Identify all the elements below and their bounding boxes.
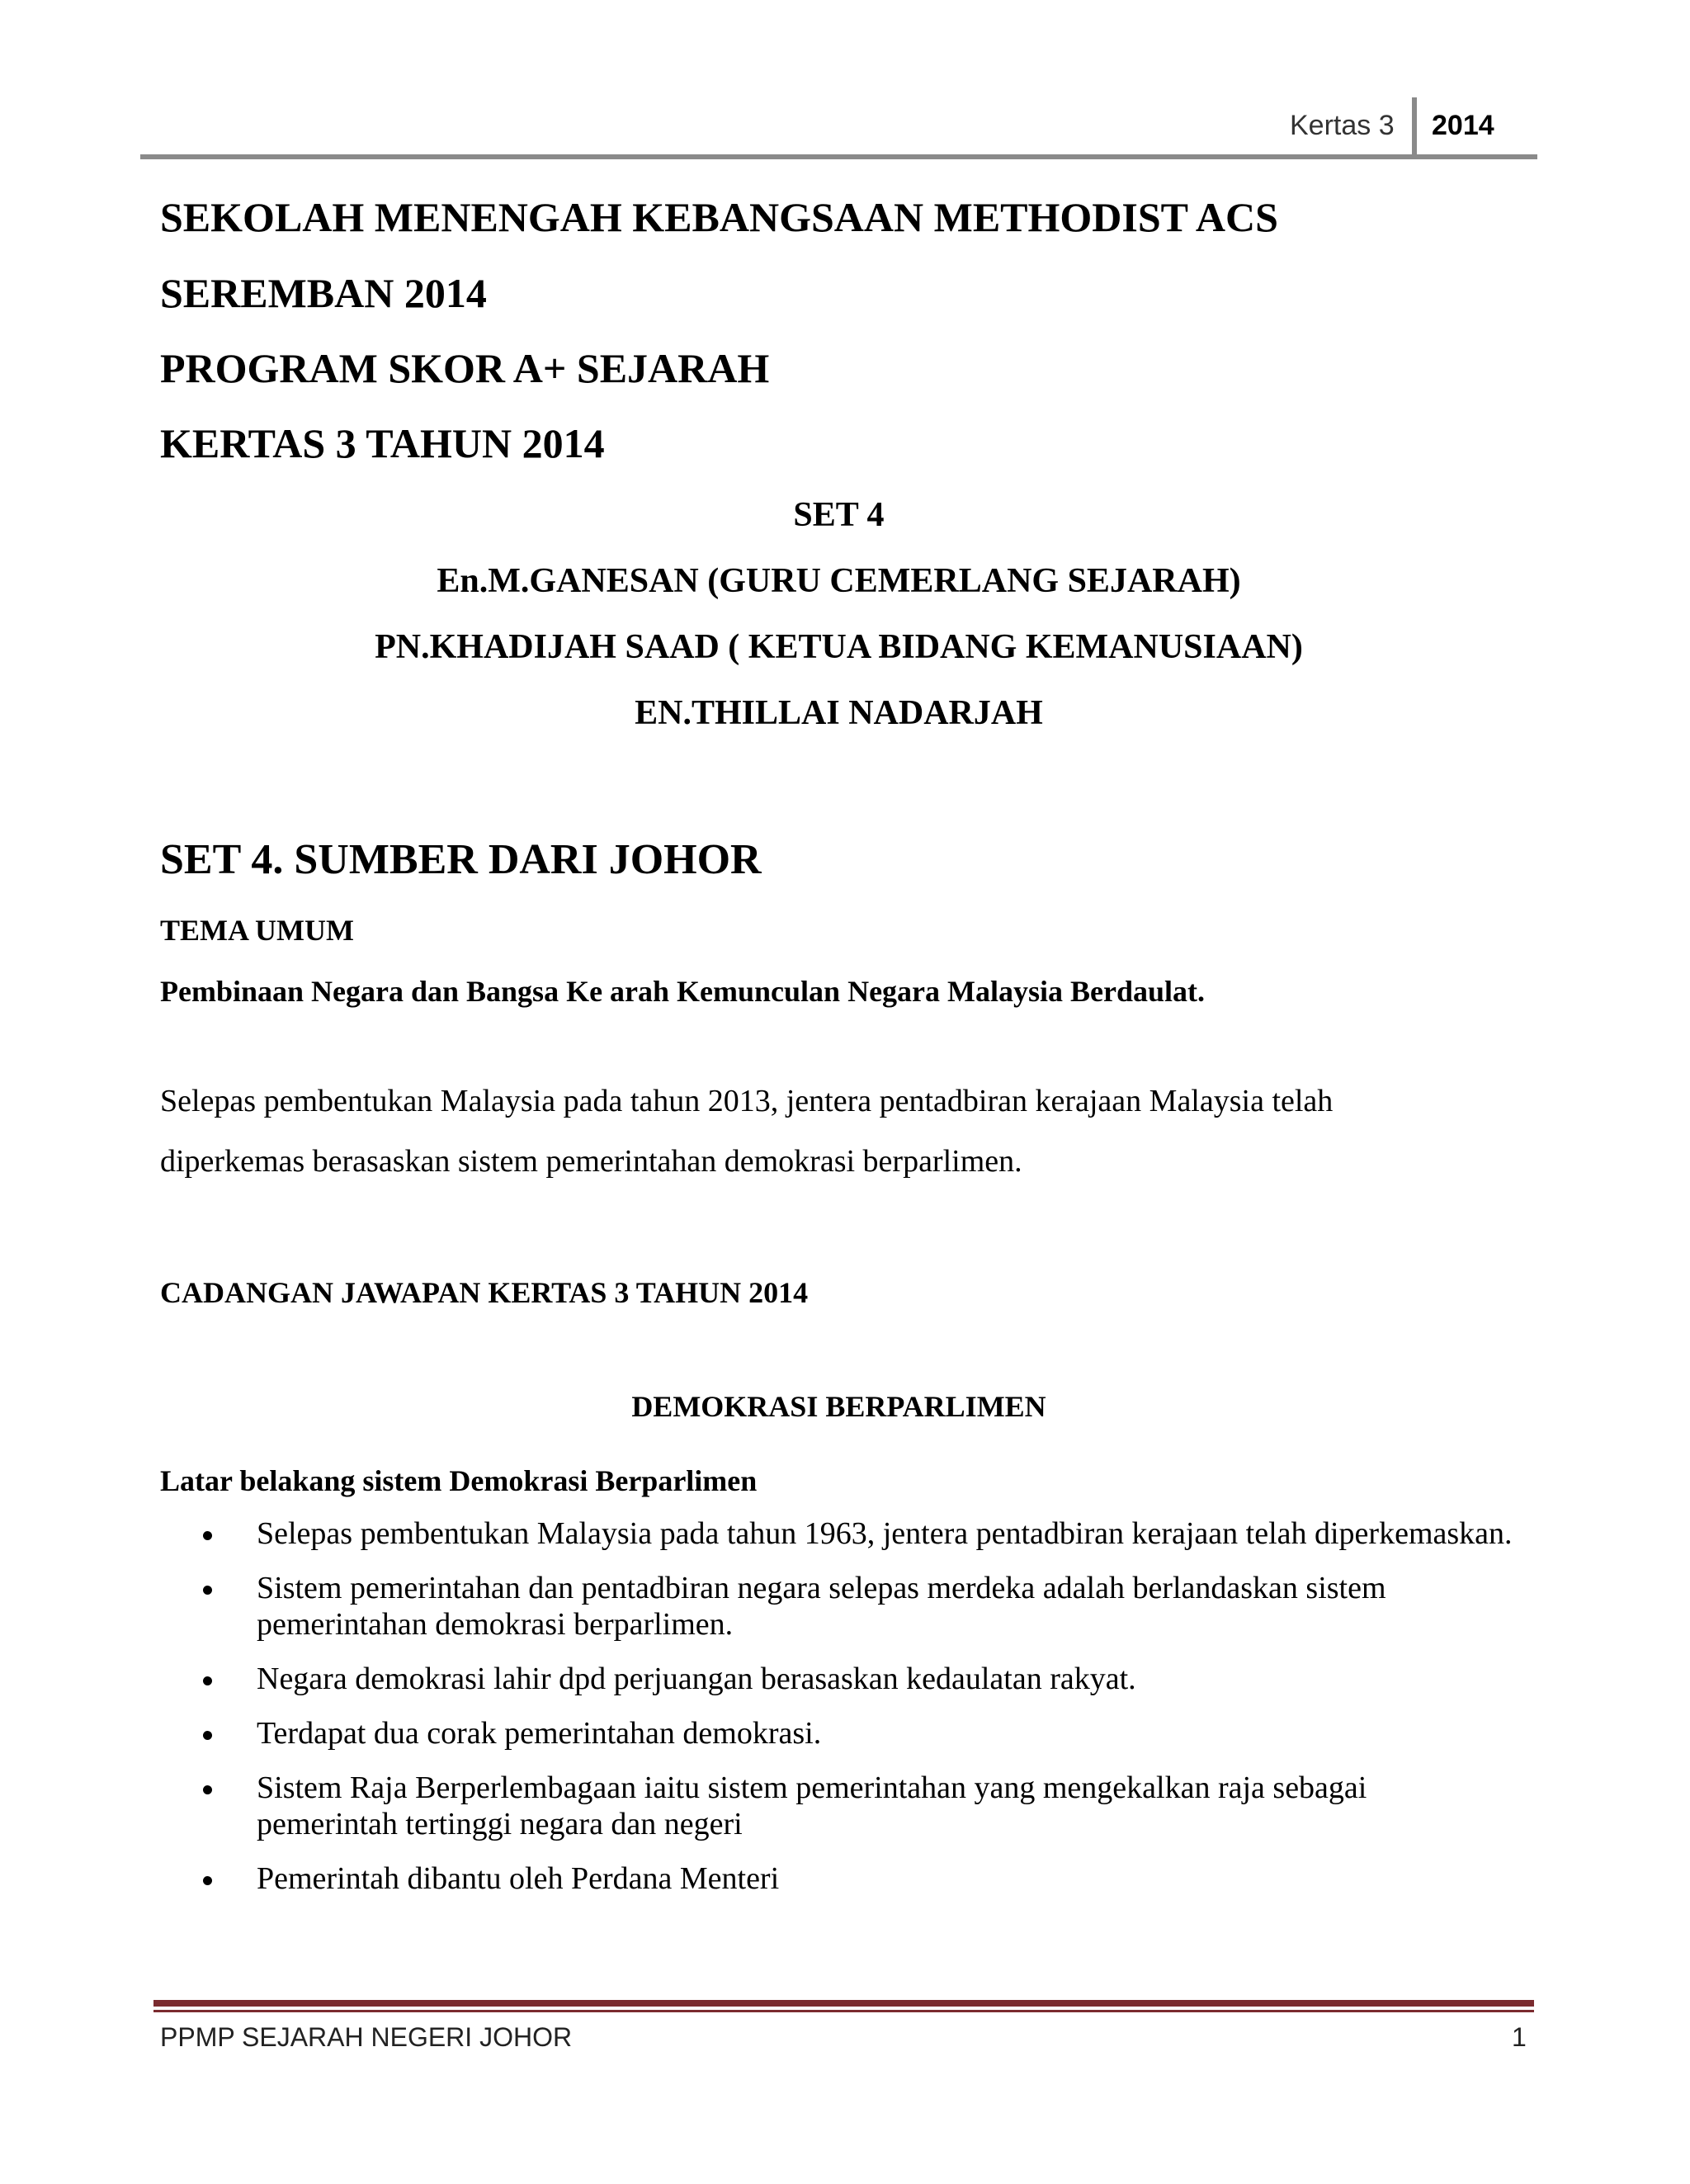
bullet-icon	[203, 1731, 212, 1740]
bullet-icon	[203, 1785, 212, 1794]
intro-line-1: Selepas pembentukan Malaysia pada tahun 2013, jentera pentadbiran kerajaan Malaysia telah	[160, 1084, 1334, 1118]
list-item: Terdapat dua corak pemerintahan demokrasi.	[160, 1715, 1513, 1751]
theme-text: Pembinaan Negara dan Bangsa Ke arah Kemunculan Negara Malaysia Berdaulat.	[160, 975, 1206, 1008]
list-item: Sistem Raja Berperlembagaan iaitu sistem pemerintahan yang mengekalkan raja sebagai pemerintah tertinggi negara dan negeri	[160, 1770, 1513, 1842]
header-divider	[1412, 97, 1417, 159]
set-number: SET 4	[793, 496, 885, 534]
footer-rule-thin	[153, 2010, 1534, 2012]
bullet-icon	[203, 1676, 212, 1685]
footer-text: PPMP SEJARAH NEGERI JOHOR	[160, 2022, 573, 2052]
footer-rule	[153, 2000, 1534, 2007]
bullet-list	[160, 1515, 1513, 1915]
school-title: SEKOLAH MENENGAH KEBANGSAAN METHODIST ACS	[160, 194, 1278, 240]
background-heading: Latar belakang sistem Demokrasi Berparlimen	[160, 1464, 758, 1497]
list-item: Pemerintah dibantu oleh Perdana Menteri	[160, 1860, 1513, 1897]
bullet-icon	[203, 1531, 212, 1540]
header-year: 2014	[1432, 110, 1494, 141]
header-rule	[140, 154, 1537, 159]
theme-label: TEMA UMUM	[160, 914, 354, 947]
bullet-icon	[203, 1876, 212, 1885]
author-2: PN.KHADIJAH SAAD ( KETUA BIDANG KEMANUSIAAN)	[375, 628, 1303, 666]
author-3: EN.THILLAI NADARJAH	[635, 694, 1043, 732]
answer-heading: CADANGAN JAWAPAN KERTAS 3 TAHUN 2014	[160, 1276, 809, 1309]
header-label: Kertas 3	[1290, 110, 1395, 141]
intro-line-2: diperkemas berasaskan sistem pemerintahan demokrasi berparlimen.	[160, 1144, 1022, 1179]
list-item: Selepas pembentukan Malaysia pada tahun 1963, jentera pentadbiran kerajaan telah diperkemaskan.	[160, 1515, 1513, 1552]
page-number: 1	[1512, 2022, 1527, 2052]
bullet-icon	[203, 1586, 212, 1595]
list-item: Sistem pemerintahan dan pentadbiran negara selepas merdeka adalah berlandaskan sistem pemerintahan demokrasi berparlimen.	[160, 1570, 1513, 1643]
topic-heading: DEMOKRASI BERPARLIMEN	[631, 1390, 1046, 1423]
program-title: PROGRAM SKOR A+ SEJARAH	[160, 345, 770, 391]
section-title: SET 4. SUMBER DARI JOHOR	[160, 836, 762, 883]
list-item: Negara demokrasi lahir dpd perjuangan berasaskan kedaulatan rakyat.	[160, 1661, 1513, 1697]
location-title: SEREMBAN 2014	[160, 270, 487, 316]
paper-title: KERTAS 3 TAHUN 2014	[160, 420, 605, 466]
author-1: En.M.GANESAN (GURU CEMERLANG SEJARAH)	[437, 562, 1241, 600]
